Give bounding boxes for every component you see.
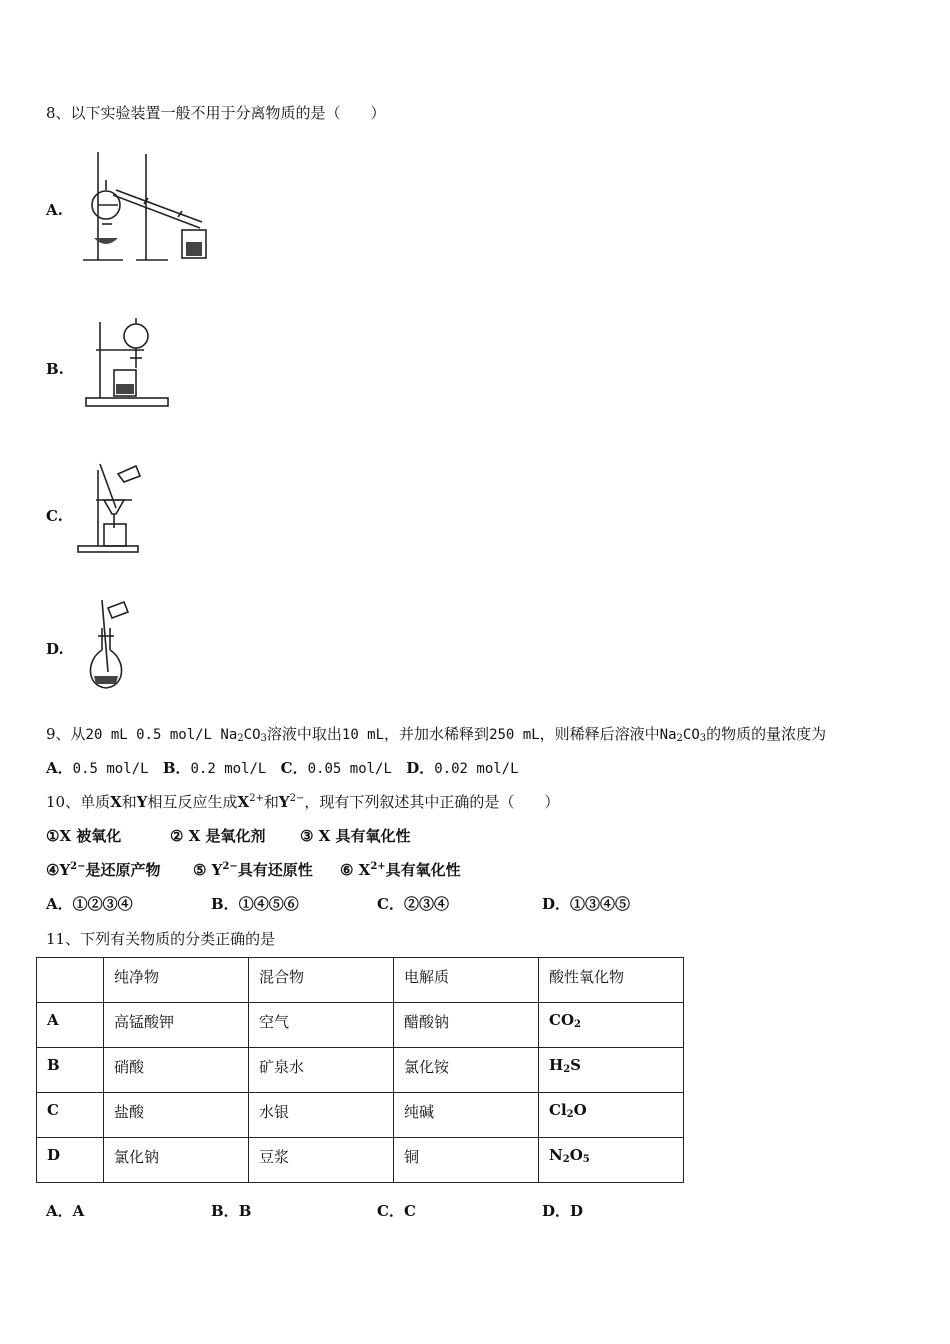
q9-option-a-label: A． [46, 759, 73, 777]
separatory-funnel-apparatus-icon [84, 312, 172, 410]
q11-stem: 11、下列有关物质的分类正确的是 [46, 930, 276, 948]
q10-statement-5: ⑤ $Y^{2-}$具有还原性 [193, 861, 313, 879]
row-key: C [37, 1093, 104, 1138]
table-cell: 氯化铵 [394, 1048, 539, 1093]
q9-option-c-label: C． [280, 759, 308, 777]
q10-statement-1: ①X 被氧化 [46, 827, 122, 845]
table-header-row [37, 958, 684, 1003]
q8-option-a-label: A. [46, 201, 63, 219]
q10-statement-6: ⑥ $X^{2+}$具有氧化性 [340, 861, 461, 879]
table-header-cell: 酸性氧化物 [539, 958, 684, 1003]
q9-stem: 9、从20 mL 0.5 mol/L $Na_2CO_3$溶液中取出10 mL，并加水稀释到250 mL，则稀释后溶液中$Na_2CO_3$的物质的量浓度为 [46, 725, 827, 744]
q11-option-a: A．A [46, 1202, 85, 1220]
formula-cell: $N_2O_5$ [539, 1138, 684, 1183]
table-cell: 空气 [249, 1003, 394, 1048]
volumetric-flask-icon [88, 598, 138, 692]
q11-option-b: B．B [211, 1202, 252, 1220]
table-cell: 水银 [249, 1093, 394, 1138]
table-header-cell [37, 958, 104, 1003]
q9-option-d: 0.02 mol/L [434, 761, 519, 777]
table-row [37, 1003, 684, 1048]
table-header-cell: 混合物 [249, 958, 394, 1003]
q9-option-d-label: D． [406, 759, 435, 777]
distillation-apparatus-icon [78, 150, 210, 265]
table-cell: 纯碱 [394, 1093, 539, 1138]
q10-stem: 10、单质X和Y相互反应生成$X^{2+}$和$Y^{2-}$，现有下列叙述其中正确的是（ ） [46, 793, 560, 811]
filtration-apparatus-icon [76, 458, 146, 556]
q8-option-c-label: C. [46, 507, 63, 525]
table-row [37, 1048, 684, 1093]
q9-option-b-label: B． [162, 759, 191, 777]
q9-option-c: 0.05 mol/L [307, 761, 392, 777]
q9-option-b: 0.2 mol/L [190, 761, 267, 777]
table-cell: 硝酸 [104, 1048, 249, 1093]
table-cell: 盐酸 [104, 1093, 249, 1138]
row-key: A [37, 1003, 104, 1048]
q10-option-c: C．②③④ [377, 895, 449, 913]
q10-statement-3: ③ X 具有氧化性 [300, 827, 411, 845]
table-row [37, 1138, 684, 1183]
row-key: B [37, 1048, 104, 1093]
table-cell: 醋酸钠 [394, 1003, 539, 1048]
q8-option-b-label: B. [46, 360, 64, 378]
table-cell: 豆浆 [249, 1138, 394, 1183]
q9-option-a: 0.5 mol/L [72, 761, 149, 777]
table-header-cell: 纯净物 [104, 958, 249, 1003]
q8-option-d-label: D. [46, 640, 64, 658]
q10-option-d: D．①③④⑤ [542, 895, 631, 913]
table-cell: 铜 [394, 1138, 539, 1183]
table-cell: 高锰酸钾 [104, 1003, 249, 1048]
formula-cell: $H_2S$ [539, 1048, 684, 1093]
table-header-cell: 电解质 [394, 958, 539, 1003]
q8-stem: 8、以下实验装置一般不用于分离物质的是（ ） [46, 104, 386, 122]
formula-cell: $CO_2$ [539, 1003, 684, 1048]
classification-table [36, 957, 684, 1183]
q10-option-b: B．①④⑤⑥ [211, 895, 299, 913]
q10-statement-2: ② X 是氧化剂 [170, 827, 266, 845]
row-key: D [37, 1138, 104, 1183]
q9-options [46, 757, 519, 778]
formula-cell: $Cl_2O$ [539, 1093, 684, 1138]
table-cell: 矿泉水 [249, 1048, 394, 1093]
q11-option-d: D．D [542, 1202, 584, 1220]
table-cell: 氯化钠 [104, 1138, 249, 1183]
q10-statement-4: $④Y^{2-}$是还原产物 [46, 861, 161, 879]
table-row [37, 1093, 684, 1138]
q10-option-a: A．①②③④ [46, 895, 133, 913]
q11-option-c: C．C [377, 1202, 416, 1220]
